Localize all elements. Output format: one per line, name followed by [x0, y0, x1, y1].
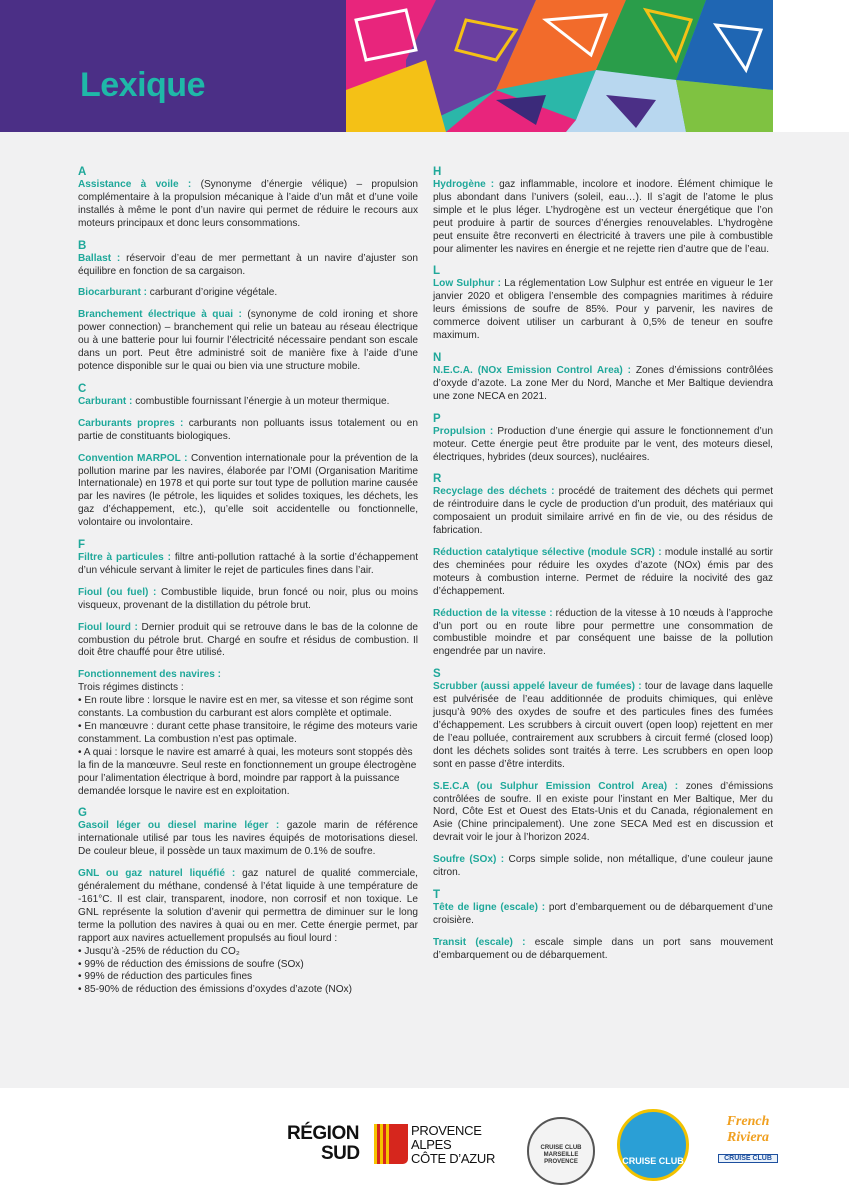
glossary-term: Réduction catalytique sélective (module SCR) :: [433, 547, 662, 559]
provence-line-2: ALPES: [411, 1137, 452, 1152]
glossary-term: Gasoil léger ou diesel marine léger :: [78, 820, 280, 832]
glossary-definition: tour de lavage dans laquelle est pulvérisée de l’eau additionnée de produits chimiques, qui enlève jusqu’à 90% des oxydes de soufre et des particules fines des fumées d’échappement. Les scrubbers à circuit ouvert (open loop) rejettent en mer de l’eau polluée, contrairement aux scrubbers à circuit fermé (closed loop) dont les déchets solides sont traités à terre. Les scrubbers en open loop sont en passe d’être interdits.: [433, 681, 773, 770]
glossary-term: N.E.C.A. (NOx Emission Control Area) :: [433, 364, 631, 376]
glossary-term: Carburants propres :: [78, 417, 184, 429]
glossary-definition: Production d’une énergie qui assure le fonctionnement d’un moteur. Cette énergie peut être produite par le vent, des moteurs diesel, électriques, hybrides (deux sources), nucléaires.: [433, 425, 773, 463]
glossary-definition: (Synonyme d’énergie vélique) – propulsion complémentaire à la propulsion mécanique à l’aide d’un mât et d’une voile installés à même le pont d’un navire qui permet de réduire le recours aux moteurs principaux et donc leurs consommations.: [78, 179, 419, 229]
list-item: • 99% de réduction des émissions de soufre (SOx): [78, 958, 304, 970]
glossary-definition: (synonyme de cold ironing et shore power connection) – branchement qui relie un bateau au réseau électrique ou à une batterie pour lui fournir l’électricité nécessaire pendant son escale dans un port. Peut être administré soit de manière fixe à l’aide d’une potence disponible sur le quai ou bien via une structure mobile.: [78, 309, 418, 372]
glossary-definition: Combustible liquide, brun foncé ou noir, plus ou moins visqueux, provenant de la distillation du pétrole brut.: [78, 586, 418, 611]
section-letter: C: [78, 382, 87, 395]
glossary-entry: [78, 396, 418, 409]
glossary-definition: procédé de traitement des déchets qui permet de réintroduire dans le cycle de production d’un produit, des matériaux qui composaient un produit similaire arrivé en fin de vie, ou des résidus de fabrication.: [433, 486, 773, 537]
glossary-definition: gazole marin de référence internationale utilisé par tous les navires équipés de motorisations diesel. De couleur bleue, il possède un taux maximum de 0.1% de soufre.: [78, 820, 418, 858]
glossary-entry: [78, 253, 418, 279]
glossary-term: Scrubber (aussi appelé laveur de fumées) :: [433, 681, 642, 693]
glossary-term: Branchement électrique à quai :: [78, 309, 242, 321]
glossary-term: Fioul (ou fuel) :: [78, 586, 157, 598]
list-item: • En route libre : lorsque le navire est en mer, sa vitesse et son régime sont constants. La combustion du carburant est alors complète et optimale.: [78, 695, 414, 720]
glossary-definition: Convention internationale pour la prévention de la pollution marine par les navires, élaborée par l’OMI (Organisation Maritime Internationale) en 1978 et qui porte sur tout type de pollution marine causée par les navires (le pétrole, les liquides et solides toxiques, les déchets, les gaz d’échappement, etc.), qu’elle soit accidentelle ou fonctionnelle, volontaire ou involontaire.: [78, 452, 418, 529]
glossary-definition: réduction de la vitesse à 10 nœuds à l’approche d’un port ou en route libre pour permettre une consommation de combustible moindre et par conséquent une baisse de la pollution engendrée par un navire.: [433, 607, 773, 658]
provence-line-3: CÔTE D’AZUR: [411, 1151, 496, 1166]
section-letter: A: [78, 166, 87, 178]
provence-text: [411, 1124, 495, 1166]
glossary-definition: Corps simple solide, non métallique, d’une couleur jaune citron.: [433, 854, 774, 879]
page-title: Lexique: [80, 66, 205, 104]
glossary-term: Convention MARPOL :: [78, 452, 188, 464]
glossary-entry: [78, 820, 418, 859]
glossary-entry: [78, 868, 418, 997]
list-item: • Jusqu’à -25% de réduction du CO₂: [78, 945, 240, 957]
glossary-entry: [78, 179, 418, 231]
decorative-pattern: [346, 0, 773, 132]
glossary-entry: [433, 365, 773, 404]
glossary-definition: zones d’émissions contrôlées de soufre. Il en existe pour l’instant en Mer Baltique, Mer du Nord, Côte Est et Ouest des Etats-Unis et du Canada, régionalement en Asie (Chine principalement). Une zone SECA Med est en discussion et devrait voir le jour à l’horizon 2024.: [433, 780, 773, 844]
glossary-definition: La réglementation Low Sulphur est entrée en vigueur le 1er janvier 2020 et obligera l’ensemble des compagnies maritimes à réduire leurs émissions de soufre de 85%. Pour y parvenir, les navires de commerce doivent utiliser un carburant à 0,5% de teneur en soufre maximum.: [433, 278, 773, 342]
section-letter: F: [78, 539, 86, 552]
french-logo-text-2: Riviera: [727, 1130, 769, 1145]
glossary-definition: module installé au sortir des cheminées pour réduire les oxydes d’azote (NOx) émis par des moteurs à combustion interne. Permet de réduire la nocivité des gaz d’échappement.: [433, 547, 773, 597]
glossary-definition: gaz naturel de qualité commerciale, généralement du méthane, condensé à l’état liquide à une température de -161°C. Il est clair, transparent, inodore, non corrosif et non toxique. Le GNL représente la solution d’avenir qui permettra de diminuer sur le long terme la pollution des navires à quai ou en mer. Cette énergie permet, par rapport aux navires actuellement propulsés au fioul lourd :: [78, 868, 418, 944]
glossary-entry: [78, 418, 418, 444]
glossary-entry: [433, 902, 773, 928]
section-letter: H: [433, 166, 442, 178]
glossary-entry: [78, 622, 418, 661]
glossary-definition: Dernier produit qui se retrouve dans le bas de la colonne de combustion du pétrole brut. Chargé en soufre et résidus de combustion. Il doit être chauffé pour être utilisé.: [78, 621, 418, 659]
provence-line-1: PROVENCE: [411, 1123, 482, 1138]
section-letter: G: [78, 807, 87, 820]
glossary-entry: [78, 453, 418, 530]
glossary-column-right: [433, 166, 773, 972]
section-letter: S: [433, 668, 441, 681]
glossary-term: Réduction de la vitesse :: [433, 607, 553, 619]
glossary-entry: [433, 547, 773, 599]
glossary-definition: carburant d’origine végétale.: [146, 287, 278, 299]
glossary-entry: [78, 552, 418, 578]
french-riviera-cruise-club-logo: [718, 1114, 778, 1180]
region-sud-logo-text: [287, 1124, 360, 1164]
glossary-entry: [433, 278, 773, 343]
glossary-term: Ballast :: [78, 252, 121, 264]
glossary-entry: [433, 608, 773, 660]
var-cruise-club-logo: [617, 1109, 689, 1181]
list-item: Trois régimes distincts :: [78, 682, 184, 694]
region-line-1: RÉGION: [287, 1123, 359, 1144]
glossary-term: S.E.C.A (ou Sulphur Emission Control Area) :: [433, 780, 679, 792]
glossary-term: GNL ou gaz naturel liquéfié :: [78, 868, 236, 880]
glossary-definition: filtre anti-pollution rattaché à la sortie d’échappement d’un véhicule servant à limiter le rejet de particules fines dans l’air.: [78, 552, 418, 576]
glossary-term: Tête de ligne (escale) :: [433, 901, 546, 913]
glossary-term: Recyclage des déchets :: [433, 486, 555, 498]
var-logo-text: CRUISE CLUB: [622, 1156, 684, 1166]
section-letter: L: [433, 265, 441, 278]
french-logo-text-3: CRUISE CLUB: [718, 1154, 778, 1163]
glossary-term: Assistance à voile :: [78, 179, 192, 190]
french-logo-text-1: French: [726, 1114, 770, 1129]
page-header: [0, 0, 773, 132]
glossary-term: Low Sulphur :: [433, 278, 502, 290]
section-letter: R: [433, 473, 442, 486]
glossary-entry: [78, 587, 418, 613]
glossary-definition: combustible fournissant l’énergie à un moteur thermique.: [132, 395, 390, 407]
section-letter: B: [78, 239, 87, 252]
section-letter: N: [433, 351, 442, 364]
glossary-entry: [433, 179, 773, 256]
list-item: • 85-90% de réduction des émissions d’oxydes d’azote (NOx): [78, 984, 352, 996]
glossary-entry: [433, 937, 773, 963]
glossary-column-left: [78, 166, 418, 1006]
marseille-logo-text: CRUISE CLUB MARSEILLE PROVENCE: [540, 1145, 582, 1165]
glossary-entry: [78, 287, 418, 300]
glossary-list: [78, 682, 418, 798]
glossary-term: Soufre (SOx) :: [433, 854, 505, 866]
glossary-entry: [78, 669, 418, 798]
glossary-entry: [433, 426, 773, 465]
list-item: • A quai : lorsque le navire est amarré à quai, les moteurs sont stoppés dès la fin de la manœuvre. Seul reste en fonctionnement un groupe électrogène pour l’alimentation électrique à bord, moindre par rapport à la puissance demandée lorsque le navire est en exploitation.: [78, 746, 417, 797]
glossary-definition: escale simple dans un port sans mouvement d’embarquement ou de débarquement.: [433, 936, 773, 961]
glossary-entry: [433, 486, 773, 538]
glossary-definition: port d’embarquement ou de débarquement d’une croisière.: [433, 901, 774, 926]
glossary-term: Fioul lourd :: [78, 621, 138, 633]
glossary-term: Filtre à particules :: [78, 552, 171, 564]
region-line-2: SUD: [321, 1143, 360, 1164]
glossary-definition: carburants non polluants issus totalement ou en partie de constituants biologiques.: [78, 417, 418, 442]
glossary-entry: [433, 854, 773, 880]
section-letter: P: [433, 412, 441, 425]
list-item: • 99% de réduction des particules fines: [78, 971, 253, 983]
region-flag-icon: [374, 1124, 408, 1164]
glossary-definition: réservoir d’eau de mer permettant à un navire d’ajuster son équilibre en fonction de sa cargaison.: [78, 252, 418, 277]
glossary-term: Hydrogène :: [433, 179, 495, 190]
glossary-list: [78, 946, 418, 998]
glossary-term: Transit (escale) :: [433, 936, 526, 948]
glossary-term: Carburant :: [78, 395, 133, 407]
glossary-entry: [433, 681, 773, 771]
glossary-entry: [78, 309, 418, 374]
glossary-term: Fonctionnement des navires :: [78, 669, 222, 681]
glossary-definition: gaz inflammable, incolore et inodore. Élément chimique le plus abondant dans l’univers (soleil, eau…). Il s’agit de l’atome le plus simple et le plus léger. L’hydrogène est un vecteur énergétique que l’on peut produire à partir de sources d’énergies renouvelables. L’hydrogène peut ensuite être reconverti en électricité à travers une pile à combustible pour alimenter les navires en énergie et ne rejette rien d’autre que de l’eau.: [433, 179, 774, 255]
section-letter: T: [433, 888, 441, 901]
marseille-cruise-club-logo: [527, 1117, 595, 1185]
list-item: • En manœuvre : durant cette phase transitoire, le régime des moteurs varie constamment. La combustion n’est pas optimale.: [78, 721, 418, 745]
glossary-entry: [433, 781, 773, 846]
glossary-term: Biocarburant :: [78, 287, 147, 299]
glossary-definition: Zones d’émissions contrôlées d’oxyde d’azote. La zone Mer du Nord, Manche et Mer Baltique deviendra une zone NECA en 2021.: [433, 364, 773, 402]
glossary-term: Propulsion :: [433, 425, 494, 437]
